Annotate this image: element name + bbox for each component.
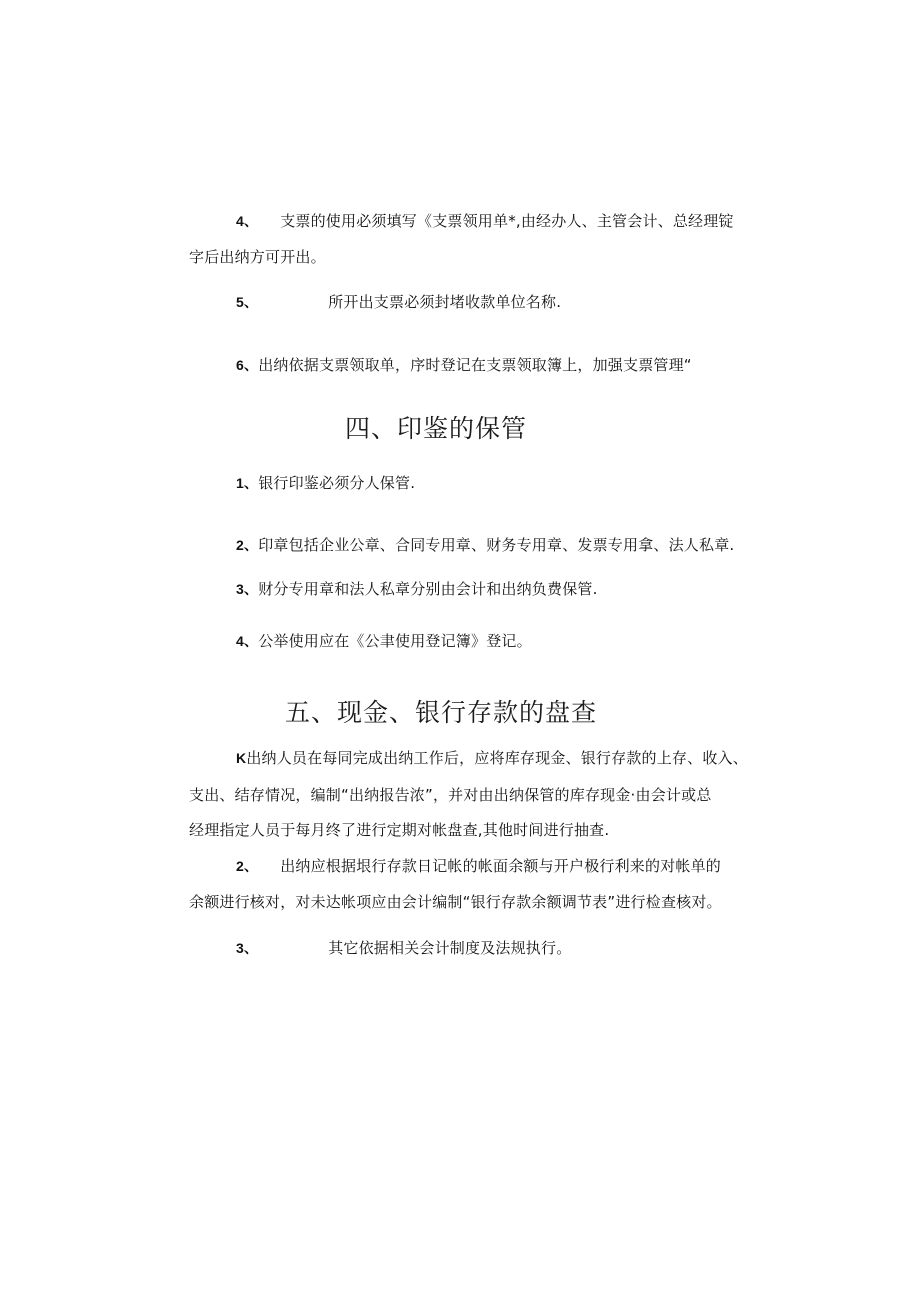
audit-item-3-number: 3、	[236, 940, 259, 956]
audit-item-1-number: K	[236, 750, 247, 766]
item-4-text-continued: 字后出纳方可开出。	[189, 248, 326, 266]
item-4-number: 4、	[236, 213, 259, 229]
audit-item-1-line-2	[189, 785, 712, 805]
item-4-line-2	[189, 247, 326, 267]
audit-item-1-text: 出纳人员在每同完成出纳工作后，应将库存现金、银行存款的上存、收入、	[246, 749, 748, 767]
section-5-heading: 五、现金、银行存款的盘查	[285, 698, 598, 727]
audit-item-1-text-2: 支出、结存情况，编制“出纳报告浓”，并对由出纳保管的库存现金·由会计或总	[189, 786, 712, 804]
seal-item-2-text: 印章包括企业公章、合同专用章、财务专用章、发票专用拿、法人私章.	[258, 536, 735, 554]
seal-item-1-number: 1、	[236, 475, 259, 491]
audit-item-3-text: 其它依据相关会计制度及法规执行。	[328, 939, 572, 957]
audit-item-2-text: 出纳应根据垠行存款日记帐的帐面余额与开户极行利来的对帐单的	[280, 857, 721, 875]
audit-item-3-line	[236, 938, 571, 958]
seal-item-4-text: 公举使用应在《公聿使用登记簿》登记。	[258, 632, 532, 650]
item-6-text: 出纳依据支票领取单，序时登记在支票领取簿上，加强支票管理“	[258, 356, 692, 374]
audit-item-1-text-3: 经理指定人员于每月终了进行定期对帐盘查,其他时间进行抽查.	[189, 821, 610, 839]
section-4-heading: 四、印鉴的保管	[345, 414, 528, 443]
audit-item-2-text-2: 余额进行核对，对未达帐项应由会计编制“银行存款余额调节表”进行检查核对。	[189, 893, 722, 911]
audit-item-2-number: 2、	[236, 858, 259, 874]
seal-item-2	[236, 535, 734, 555]
item-5-number: 5、	[236, 294, 259, 310]
item-6-number: 6、	[236, 357, 259, 373]
seal-item-1-text: 银行印鉴必须分人保管.	[258, 474, 416, 492]
seal-item-2-number: 2、	[236, 537, 259, 553]
audit-item-1-line-1	[236, 748, 748, 768]
audit-item-1-line-3	[189, 820, 609, 840]
audit-item-2-line-1	[236, 856, 721, 876]
seal-item-4	[236, 631, 532, 651]
item-4-line-1	[236, 211, 734, 231]
seal-item-3-number: 3、	[236, 581, 259, 597]
audit-item-2-line-2	[189, 892, 722, 912]
item-5-line	[236, 292, 561, 312]
seal-item-1	[236, 473, 415, 493]
item-5-text: 所开出支票必须封堵收款单位名称.	[328, 293, 562, 311]
seal-item-3	[236, 579, 598, 599]
seal-item-3-text: 财分专用章和法人私章分别由会计和出纳负费保管.	[258, 580, 598, 598]
seal-item-4-number: 4、	[236, 633, 259, 649]
item-6-line	[236, 355, 692, 375]
item-4-text: 支票的使用必须填写《支票领用单*,由经办人、主管会计、总经理锭	[280, 212, 734, 230]
